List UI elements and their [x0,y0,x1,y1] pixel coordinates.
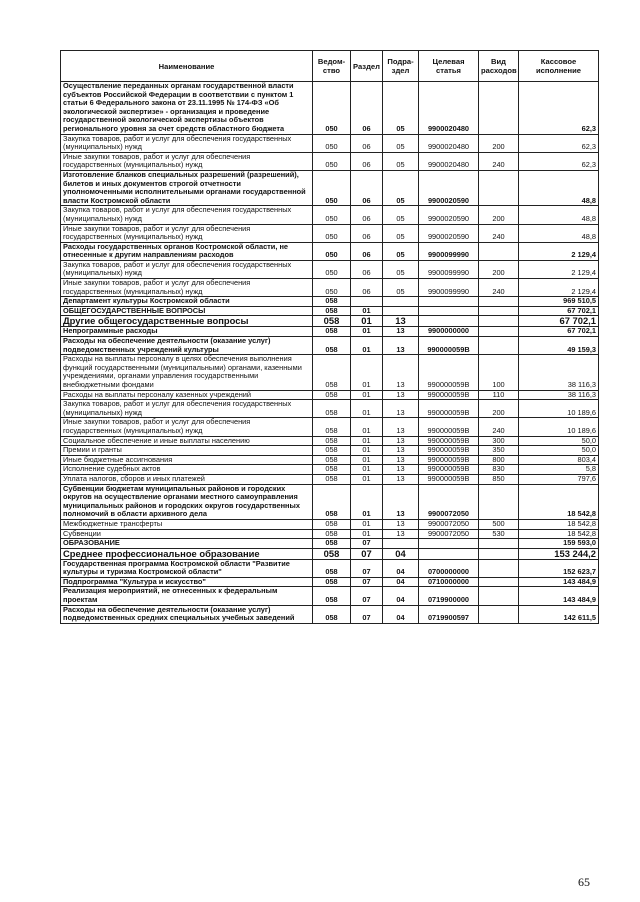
row-dept: 050 [313,206,351,224]
row-exp-type: 240 [479,224,519,242]
row-target: 9900000000 [419,327,479,337]
budget-table [60,50,599,624]
row-amount: 2 129,4 [519,260,599,278]
row-dept: 058 [313,306,351,316]
table-row [61,519,599,529]
table-row [61,436,599,446]
row-amount: 49 159,3 [519,337,599,355]
row-target: 9900072050 [419,484,479,519]
row-dept: 058 [313,390,351,400]
table-row [61,400,599,418]
row-section: 01 [351,337,383,355]
row-target: 9900072050 [419,519,479,529]
row-section: 06 [351,242,383,260]
row-subsection: 13 [383,465,419,475]
row-name: Изготовление бланков специальных разрешений (разрешений), билетов и иных документов строгой отчетности уполномоченными исполнительными органами государственной власти Костромской области [61,170,313,205]
row-section: 07 [351,559,383,577]
row-subsection: 13 [383,418,419,436]
table-row [61,559,599,577]
row-target [419,297,479,307]
row-section: 06 [351,134,383,152]
table-row [61,242,599,260]
table-row [61,306,599,316]
row-dept: 058 [313,474,351,484]
row-amount: 62,3 [519,134,599,152]
table-row [61,316,599,327]
row-exp-type: 530 [479,529,519,539]
header-name: Наименование [61,51,313,82]
row-section: 01 [351,355,383,390]
row-name: Субвенции [61,529,313,539]
row-target: 9900072050 [419,529,479,539]
row-name: Иные закупки товаров, работ и услуг для обеспечения государственных (муниципальных) нужд [61,279,313,297]
row-target: 0719900000 [419,587,479,605]
row-amount: 62,3 [519,82,599,135]
row-amount: 10 189,6 [519,400,599,418]
table-row [61,587,599,605]
row-exp-type [479,559,519,577]
row-exp-type: 240 [479,418,519,436]
row-dept: 050 [313,279,351,297]
row-dept: 058 [313,587,351,605]
row-subsection [383,539,419,549]
table-row [61,170,599,205]
row-section: 06 [351,279,383,297]
row-dept: 050 [313,260,351,278]
row-exp-type [479,548,519,559]
row-amount: 38 116,3 [519,390,599,400]
row-exp-type [479,484,519,519]
row-section: 01 [351,390,383,400]
row-dept: 050 [313,224,351,242]
row-subsection: 13 [383,355,419,390]
row-amount: 62,3 [519,152,599,170]
row-exp-type: 240 [479,152,519,170]
table-row [61,134,599,152]
row-target [419,316,479,327]
row-subsection: 13 [383,436,419,446]
row-exp-type: 100 [479,355,519,390]
row-exp-type [479,337,519,355]
row-section: 01 [351,436,383,446]
row-subsection: 13 [383,484,419,519]
row-name: Реализация мероприятий, не отнесенных к федеральным проектам [61,587,313,605]
row-target [419,548,479,559]
row-subsection: 05 [383,82,419,135]
row-section: 07 [351,605,383,623]
table-row [61,418,599,436]
row-subsection: 05 [383,206,419,224]
row-dept: 058 [313,605,351,623]
row-section: 06 [351,224,383,242]
table-row [61,577,599,587]
row-dept: 058 [313,519,351,529]
row-dept: 058 [313,436,351,446]
table-row [61,474,599,484]
row-subsection: 13 [383,455,419,465]
row-name: Расходы государственных органов Костромской области, не отнесенные к другим направлениям расходов [61,242,313,260]
row-exp-type: 500 [479,519,519,529]
row-dept: 058 [313,355,351,390]
table-row [61,539,599,549]
row-name: Закупка товаров, работ и услуг для обеспечения государственных (муниципальных) нужд [61,400,313,418]
row-subsection: 13 [383,327,419,337]
row-subsection: 05 [383,152,419,170]
row-amount: 18 542,8 [519,519,599,529]
header-cash: Кассовое исполнение [519,51,599,82]
row-target: 9900020590 [419,206,479,224]
row-section: 01 [351,446,383,456]
row-subsection: 05 [383,224,419,242]
row-dept: 058 [313,316,351,327]
row-section: 06 [351,152,383,170]
table-row [61,152,599,170]
row-amount: 159 593,0 [519,539,599,549]
table-row [61,548,599,559]
row-section: 06 [351,260,383,278]
row-subsection: 04 [383,548,419,559]
row-amount: 10 189,6 [519,418,599,436]
row-name: Осуществление переданных органам государственной власти субъектов Российской Федерации в соответствии с пунктом 1 статьи 6 Федерального закона от 23.11.1995 № 174-ФЗ «Об экологической экспертизе» - организация и проведение государственной экологической экспертизы объектов регионального уровня за счет средств областного бюджета [61,82,313,135]
row-name: Иные закупки товаров, работ и услуг для обеспечения государственных (муниципальных) нужд [61,152,313,170]
row-dept: 058 [313,548,351,559]
row-exp-type [479,297,519,307]
row-name: Расходы на выплаты персоналу в целях обеспечения выполнения функций государственными (муниципальными) органами, казенными учреждениями, органами управления государственными внебюджетными фондами [61,355,313,390]
row-subsection: 05 [383,279,419,297]
row-exp-type: 350 [479,446,519,456]
row-exp-type [479,605,519,623]
row-dept: 050 [313,152,351,170]
header-subsection: Подра-здел [383,51,419,82]
row-exp-type [479,242,519,260]
row-subsection: 04 [383,559,419,577]
row-target: 990000059В [419,474,479,484]
row-dept: 050 [313,134,351,152]
row-name: ОБЩЕГОСУДАРСТВЕННЫЕ ВОПРОСЫ [61,306,313,316]
row-name: Межбюджетные трансферты [61,519,313,529]
row-section: 01 [351,316,383,327]
row-name: Подпрограмма "Культура и искусство" [61,577,313,587]
row-target: 9900020590 [419,224,479,242]
table-row [61,390,599,400]
row-name: Иные закупки товаров, работ и услуг для обеспечения государственных (муниципальных) нужд [61,224,313,242]
row-exp-type [479,577,519,587]
row-name: Расходы на обеспечение деятельности (оказание услуг) подведомственных учреждений культуры [61,337,313,355]
row-section: 07 [351,587,383,605]
row-exp-type: 240 [479,279,519,297]
row-name: Исполнение судебных актов [61,465,313,475]
row-section: 07 [351,548,383,559]
row-dept: 058 [313,559,351,577]
row-dept: 058 [313,455,351,465]
row-name: Социальное обеспечение и иные выплаты населению [61,436,313,446]
row-amount: 67 702,1 [519,316,599,327]
table-row [61,337,599,355]
table-row [61,206,599,224]
row-target: 9900020480 [419,152,479,170]
row-dept: 058 [313,529,351,539]
row-amount: 803,4 [519,455,599,465]
row-name: Среднее профессиональное образование [61,548,313,559]
row-exp-type: 850 [479,474,519,484]
row-name: Уплата налогов, сборов и иных платежей [61,474,313,484]
row-name: Другие общегосударственные вопросы [61,316,313,327]
table-row [61,297,599,307]
row-subsection: 05 [383,260,419,278]
row-amount: 5,8 [519,465,599,475]
row-exp-type [479,327,519,337]
row-exp-type: 830 [479,465,519,475]
header-row [61,51,599,82]
row-name: Премии и гранты [61,446,313,456]
row-name: Закупка товаров, работ и услуг для обеспечения государственных (муниципальных) нужд [61,134,313,152]
row-dept: 058 [313,446,351,456]
row-target: 990000059В [419,355,479,390]
row-target: 990000059В [419,390,479,400]
row-amount: 50,0 [519,436,599,446]
row-exp-type: 110 [479,390,519,400]
row-name: Непрограммные расходы [61,327,313,337]
row-amount: 797,6 [519,474,599,484]
row-amount: 38 116,3 [519,355,599,390]
table-row [61,446,599,456]
row-amount: 142 611,5 [519,605,599,623]
row-dept: 058 [313,400,351,418]
row-section: 01 [351,519,383,529]
row-target: 0710000000 [419,577,479,587]
row-name: Закупка товаров, работ и услуг для обеспечения государственных (муниципальных) нужд [61,260,313,278]
row-subsection: 04 [383,577,419,587]
row-section: 01 [351,529,383,539]
row-exp-type [479,170,519,205]
row-subsection: 04 [383,605,419,623]
row-exp-type [479,306,519,316]
row-target: 990000059В [419,400,479,418]
row-subsection: 13 [383,529,419,539]
row-subsection: 13 [383,400,419,418]
row-amount: 153 244,2 [519,548,599,559]
row-amount: 67 702,1 [519,306,599,316]
table-row [61,465,599,475]
row-name: Расходы на обеспечение деятельности (оказание услуг) подведомственных средних специальных учебных заведений [61,605,313,623]
table-row [61,82,599,135]
row-amount: 48,8 [519,170,599,205]
table-row [61,279,599,297]
header-section: Раздел [351,51,383,82]
row-exp-type [479,539,519,549]
row-subsection: 13 [383,316,419,327]
table-row [61,260,599,278]
row-target: 9900020480 [419,82,479,135]
row-target: 9900020590 [419,170,479,205]
row-target: 9900099990 [419,242,479,260]
row-dept: 058 [313,577,351,587]
row-amount: 50,0 [519,446,599,456]
row-section: 01 [351,474,383,484]
row-dept: 058 [313,418,351,436]
row-amount: 48,8 [519,206,599,224]
row-target: 990000059В [419,337,479,355]
row-section: 06 [351,170,383,205]
row-subsection: 13 [383,519,419,529]
row-dept: 058 [313,297,351,307]
row-dept: 050 [313,82,351,135]
row-subsection [383,297,419,307]
row-amount: 2 129,4 [519,242,599,260]
row-subsection: 05 [383,134,419,152]
row-target: 9900099990 [419,260,479,278]
table-row [61,605,599,623]
row-amount: 18 542,8 [519,529,599,539]
row-section [351,297,383,307]
table-row [61,355,599,390]
table-row [61,327,599,337]
row-target: 0719900597 [419,605,479,623]
table-row [61,224,599,242]
table-body [61,82,599,624]
row-exp-type: 200 [479,400,519,418]
row-dept: 058 [313,337,351,355]
table-row [61,484,599,519]
row-dept: 058 [313,465,351,475]
row-target: 990000059В [419,455,479,465]
row-exp-type [479,587,519,605]
row-subsection: 13 [383,474,419,484]
row-section: 01 [351,400,383,418]
row-exp-type [479,316,519,327]
row-target: 9900099990 [419,279,479,297]
header-dept: Ведом-ство [313,51,351,82]
row-exp-type: 200 [479,206,519,224]
row-amount: 2 129,4 [519,279,599,297]
row-dept: 050 [313,170,351,205]
row-exp-type: 200 [479,260,519,278]
row-dept: 058 [313,484,351,519]
row-section: 06 [351,206,383,224]
row-section: 01 [351,418,383,436]
row-dept: 058 [313,539,351,549]
header-exp-type: Вид расходов [479,51,519,82]
row-target: 990000059В [419,465,479,475]
row-subsection: 04 [383,587,419,605]
row-section: 01 [351,327,383,337]
row-target: 990000059В [419,446,479,456]
row-dept: 058 [313,327,351,337]
row-name: ОБРАЗОВАНИЕ [61,539,313,549]
table-row [61,529,599,539]
row-subsection: 13 [383,446,419,456]
row-target: 990000059В [419,418,479,436]
row-section: 06 [351,82,383,135]
row-exp-type [479,82,519,135]
row-target: 0700000000 [419,559,479,577]
row-target [419,539,479,549]
row-dept: 050 [313,242,351,260]
row-section: 07 [351,577,383,587]
row-amount: 18 542,8 [519,484,599,519]
row-section: 01 [351,484,383,519]
row-amount: 67 702,1 [519,327,599,337]
row-exp-type: 800 [479,455,519,465]
row-subsection [383,306,419,316]
row-target: 9900020480 [419,134,479,152]
row-amount: 143 484,9 [519,577,599,587]
row-exp-type: 200 [479,134,519,152]
page-number: 65 [578,875,590,889]
row-section: 01 [351,306,383,316]
row-name: Субвенции бюджетам муниципальных районов и городских округов на осуществление органами местного самоуправления муниципальных районов и городских округов государственных полномочий в области архивного дела [61,484,313,519]
row-section: 01 [351,455,383,465]
row-section: 07 [351,539,383,549]
row-target: 990000059В [419,436,479,446]
row-amount: 48,8 [519,224,599,242]
row-subsection: 05 [383,170,419,205]
row-amount: 143 484,9 [519,587,599,605]
row-exp-type: 300 [479,436,519,446]
row-name: Государственная программа Костромской области "Развитие культуры и туризма Костромской области" [61,559,313,577]
table-row [61,455,599,465]
header-target: Целевая статья [419,51,479,82]
row-name: Иные бюджетные ассигнования [61,455,313,465]
row-amount: 969 510,5 [519,297,599,307]
row-target [419,306,479,316]
row-amount: 152 623,7 [519,559,599,577]
row-section: 01 [351,465,383,475]
row-subsection: 13 [383,390,419,400]
row-name: Департамент культуры Костромской области [61,297,313,307]
row-name: Закупка товаров, работ и услуг для обеспечения государственных (муниципальных) нужд [61,206,313,224]
row-subsection: 05 [383,242,419,260]
row-name: Расходы на выплаты персоналу казенных учреждений [61,390,313,400]
row-name: Иные закупки товаров, работ и услуг для обеспечения государственных (муниципальных) нужд [61,418,313,436]
row-subsection: 13 [383,337,419,355]
